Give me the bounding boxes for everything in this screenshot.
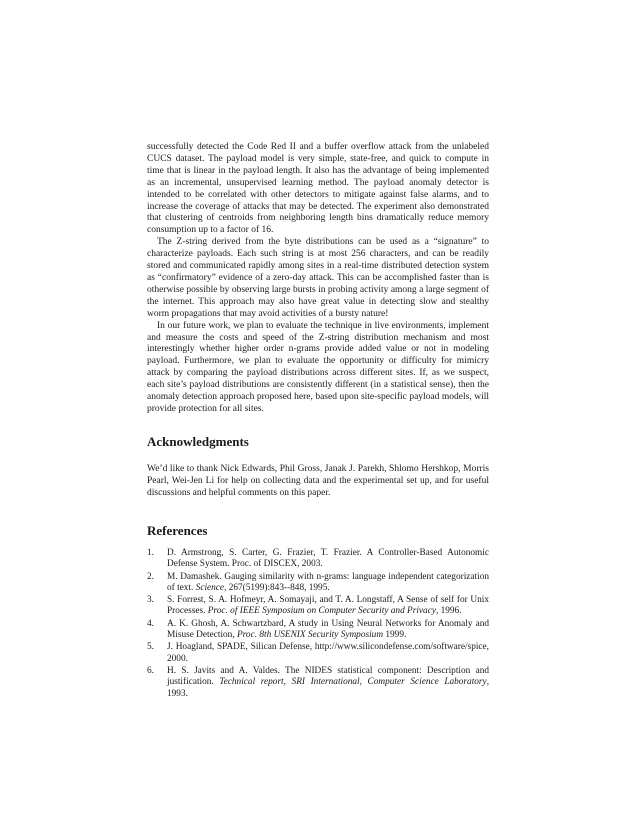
body-paragraph: The Z-string derived from the byte distributions can be used as a “signature” to characterize payloads. Each such string is at most 256 characters, and can be readily stored and communicated rapidly among sites in a real-time distributed detection system as “confirmatory” evidence of a zero-day attack. This can be accomplished faster than is otherwise possible by observing large bursts in probing activity among a large segment of the internet. This approach may also have great value in detecting slow and stealthy worm propagations that may avoid activities of a bursty nature!	[147, 237, 489, 319]
reference-tail: , 267(5199):843--848, 1995.	[224, 582, 330, 593]
reference-text: M. Damashek. Gauging similarity with n-grams: language independent categorization of text.	[167, 571, 489, 593]
reference-number: 4.	[147, 618, 154, 629]
acknowledgments-paragraph: We’d like to thank Nick Edwards, Phil Gross, Janak J. Parekh, Shlomo Hershkop, Morris Pearl, Wei-Jen Li for help on collecting data and the experimental set up, and for useful discussions and helpful comments on this paper.	[147, 464, 489, 498]
reference-number: 1.	[147, 548, 154, 558]
reference-italic: Proc. 8th USENIX Security Symposium	[236, 630, 384, 641]
reference-item	[147, 619, 489, 642]
reference-item	[147, 642, 489, 665]
reference-tail: , 1996.	[435, 606, 462, 617]
body-text	[147, 142, 489, 416]
body-paragraph: successfully detected the Code Red II and a buffer overflow attack from the unlabeled CUCS dataset. The payload model is very simple, state-free, and quick to compute in time that is linear in the payload length. It also has the advantage of being implemented as an incremental, unsupervised learning method. The payload anomaly detector is intended to be correlated with other detectors to mitigate against false alarms, and to increase the coverage of attacks that may be detected. The experiment also demonstrated that clustering of centroids from neighboring length bins dramatically reduce memory consumption up to a factor of 16.	[147, 142, 489, 236]
reference-tail: , 1993.	[167, 677, 490, 699]
reference-italic: Technical report, SRI International, Computer Science Laboratory	[219, 677, 487, 688]
reference-number: 5.	[147, 642, 154, 653]
reference-text: D. Armstrong, S. Carter, G. Frazier, T. Frazier. A Controller-Based Autonomic Defense System. Proc. of DISCEX, 2003.	[167, 548, 489, 570]
reference-item	[147, 548, 489, 571]
reference-text: H. S. Javits and A. Valdes. The NIDES statistical component: Description and justification.	[167, 665, 489, 688]
reference-tail: 1999.	[383, 630, 407, 641]
reference-number: 6.	[147, 665, 154, 676]
acknowledgments-heading: Acknowledgments	[147, 434, 249, 449]
reference-item	[147, 595, 489, 618]
references-heading: References	[147, 523, 208, 538]
reference-item	[147, 666, 489, 700]
reference-italic: Science	[195, 582, 225, 593]
reference-text: S. Forrest, S. A. Hofmeyr, A. Somayaji, and T. A. Longstaff, A Sense of self for Unix Processes.	[167, 595, 489, 617]
reference-text: A. K. Ghosh, A. Schwartzbard, A study in Using Neural Networks for Anomaly and Misuse Detection,	[167, 618, 489, 641]
reference-text: J. Hoagland, SPADE, Silican Defense, http://www.silicondefense.com/software/spice, 2000.	[167, 642, 489, 664]
reference-italic: Proc. of IEEE Symposium on Computer Security and Privacy	[207, 606, 436, 617]
acknowledgments-text	[147, 464, 489, 500]
reference-number: 3.	[147, 595, 154, 606]
body-paragraph: In our future work, we plan to evaluate the technique in live environments, implement and measure the costs and speed of the Z-string distribution mechanism and most interestingly whether higher order n-grams provide added value or not in modeling payload. Furthermore, we plan to evaluate the opportunity or difficulty for mimicry attack by comparing the payload distributions across different sites. If, as we suspect, each site’s payload distributions are consistently different (in a statistical sense), then the anomaly detection approach proposed here, based upon site-specific payload models, will provide protection for all sites.	[147, 320, 489, 414]
reference-list	[147, 548, 489, 701]
reference-number: 2.	[147, 571, 154, 582]
reference-item	[147, 572, 489, 595]
